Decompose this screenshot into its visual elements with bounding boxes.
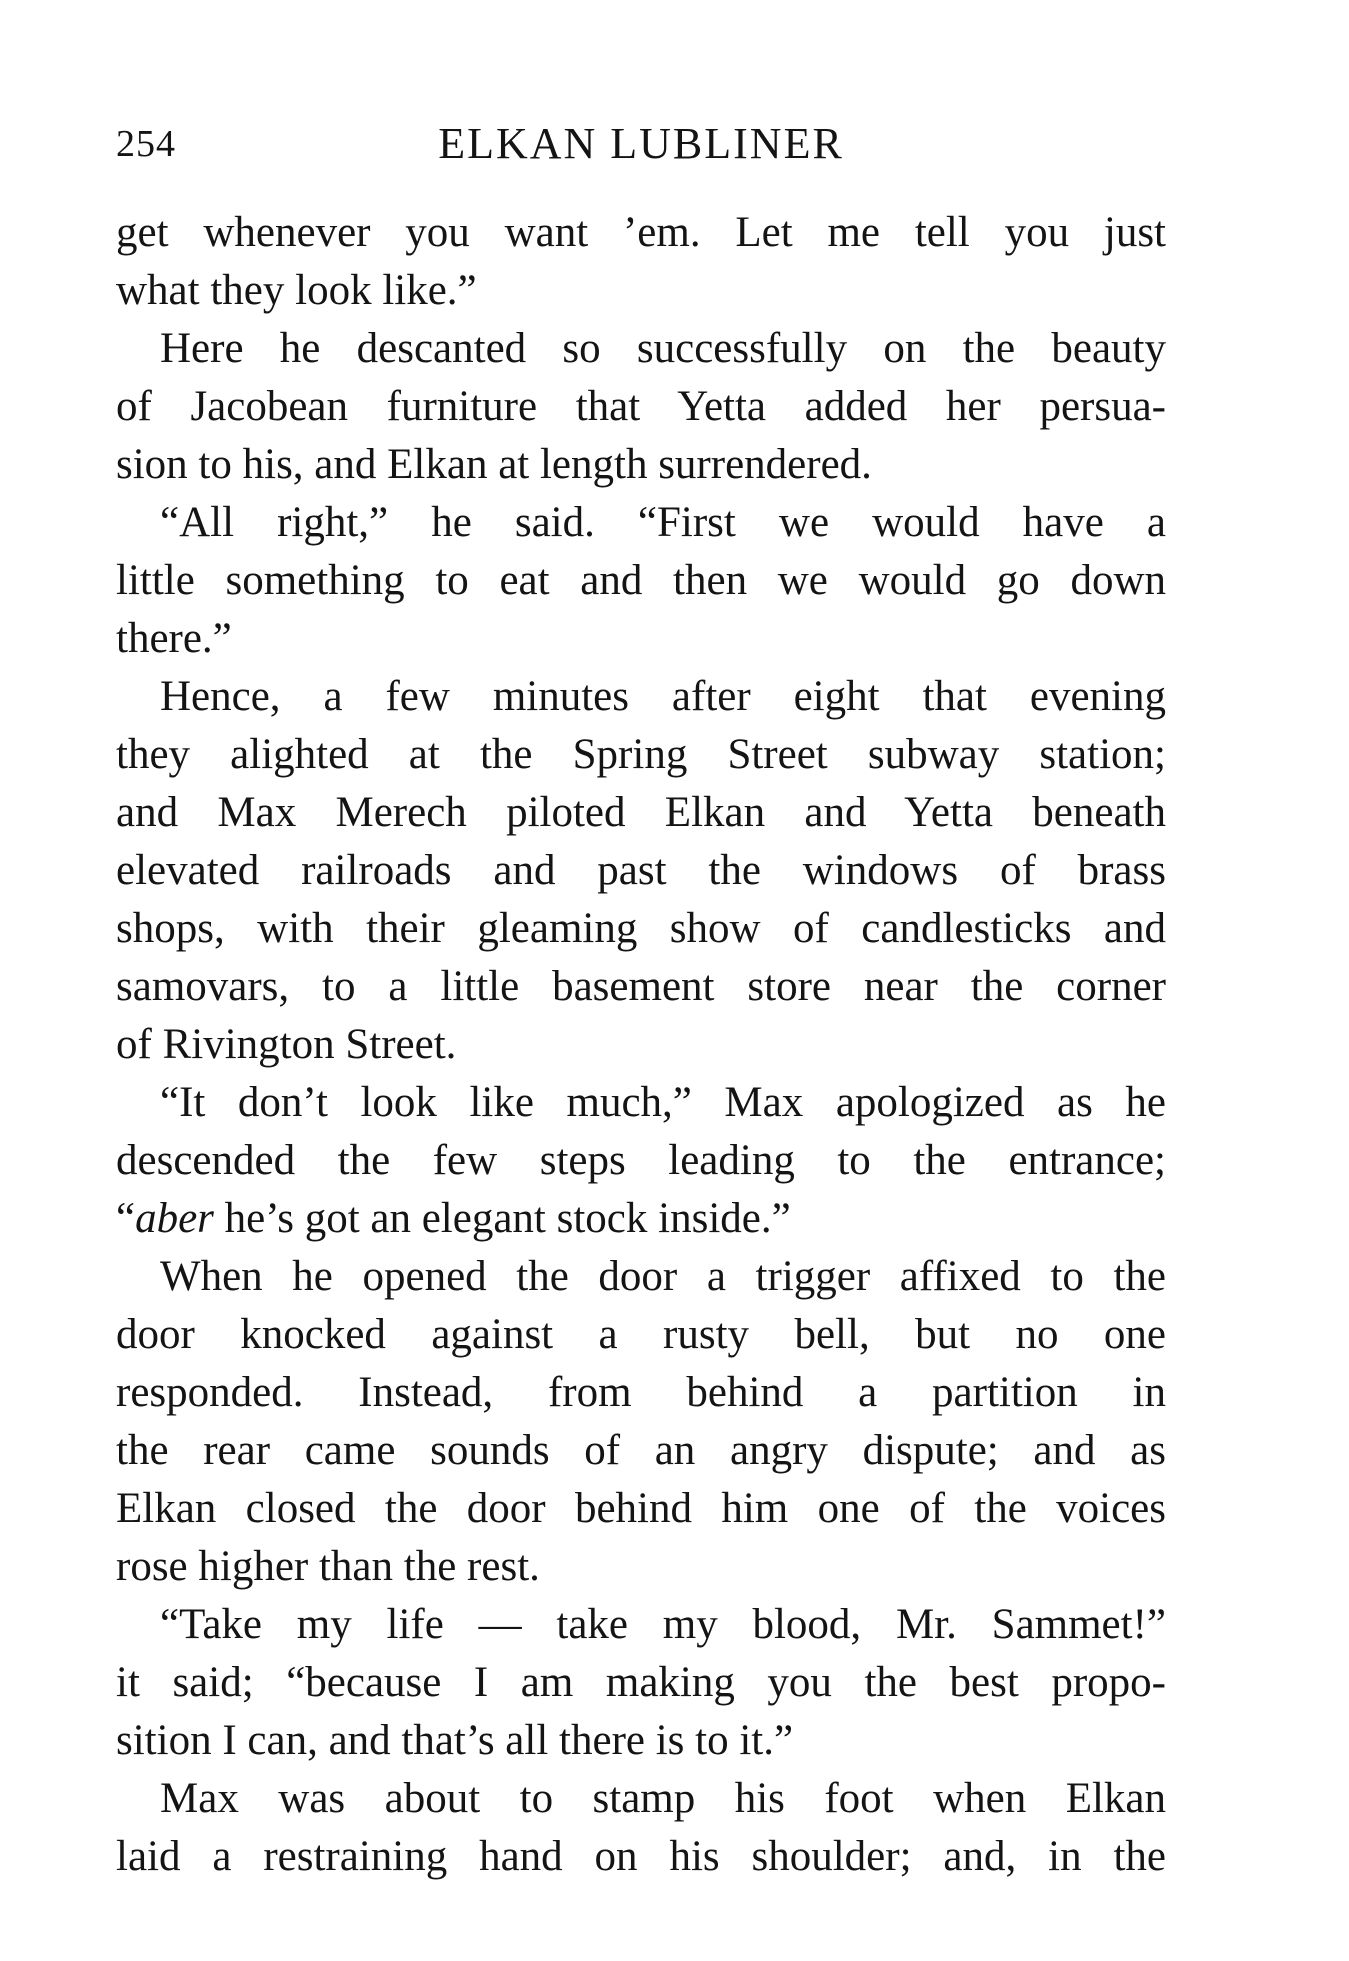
text-line: and Max Merech piloted Elkan and Yetta beneath (116, 789, 1166, 836)
text-line: little something to eat and then we would go down (116, 557, 1166, 604)
paragraph (116, 668, 1166, 1074)
text-line: it said; “because I am making you the best propo- (116, 1659, 1166, 1706)
page-number: 254 (116, 123, 176, 165)
text-line-with-italic (116, 1190, 1166, 1248)
text-line: sion to his, and Elkan at length surrendered. (116, 441, 872, 488)
text-line: the rear came sounds of an angry dispute; and as (116, 1427, 1166, 1474)
text-line: laid a restraining hand on his shoulder; and, in the (116, 1833, 1166, 1880)
text-line: samovars, to a little basement store near the corner (116, 963, 1166, 1010)
text-line: there.” (116, 615, 232, 662)
text-line: “Take my life — take my blood, Mr. Sammet!” (160, 1601, 1166, 1648)
text-line: elevated railroads and past the windows of brass (116, 847, 1166, 894)
body-text (116, 204, 1166, 1886)
text-line: Here he descanted so successfully on the beauty (160, 325, 1166, 372)
paragraph (116, 204, 1166, 320)
text-line: sition I can, and that’s all there is to it.” (116, 1717, 794, 1764)
text-line: get whenever you want ’em. Let me tell you just (116, 209, 1166, 256)
text-line: “All right,” he said. “First we would have a (160, 499, 1166, 546)
text-line: When he opened the door a trigger affixed to the (160, 1253, 1166, 1300)
text-line: Elkan closed the door behind him one of the voices (116, 1485, 1166, 1532)
paragraph (116, 1248, 1166, 1596)
open-quote: “ (116, 1195, 136, 1242)
line-remainder: he’s got an elegant stock inside.” (213, 1195, 791, 1242)
text-line: responded. Instead, from behind a partition in (116, 1369, 1166, 1416)
text-line: rose higher than the rest. (116, 1543, 540, 1590)
text-line: door knocked against a rusty bell, but no one (116, 1311, 1166, 1358)
running-title: ELKAN LUBLINER (438, 119, 844, 168)
text-line: descended the few steps leading to the entrance; (116, 1137, 1166, 1184)
text-line: shops, with their gleaming show of candlesticks and (116, 905, 1166, 952)
italic-word: aber (135, 1195, 214, 1242)
text-line: they alighted at the Spring Street subway station; (116, 731, 1166, 778)
text-line: Hence, a few minutes after eight that evening (160, 673, 1166, 720)
paragraph (116, 1074, 1166, 1248)
text-line: what they look like.” (116, 267, 477, 314)
text-line: Max was about to stamp his foot when Elkan (160, 1775, 1166, 1822)
text-line: of Jacobean furniture that Yetta added her persua- (116, 383, 1166, 430)
paragraph (116, 494, 1166, 668)
text-line: “It don’t look like much,” Max apologized as he (160, 1079, 1166, 1126)
paragraph (116, 1770, 1166, 1886)
paragraph (116, 320, 1166, 494)
running-head (116, 118, 1166, 178)
text-line: of Rivington Street. (116, 1021, 457, 1068)
paragraph (116, 1596, 1166, 1770)
